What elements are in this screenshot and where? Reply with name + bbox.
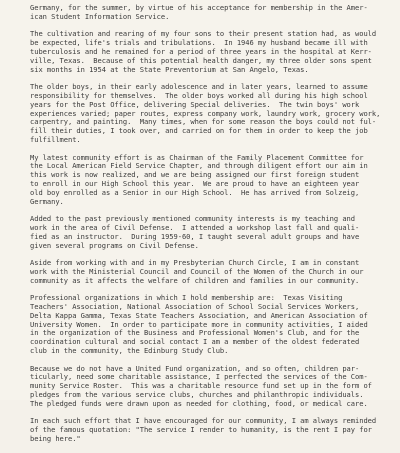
- text-line: Professional organizations in which I hold membership are: Texas Visiting: [30, 293, 343, 303]
- paragraph: [30, 4, 375, 22]
- text-line: fied as an instructor. During 1959-60, I taught several adult groups and have: [30, 231, 360, 241]
- text-line: Added to the past previously mentioned community interests is my teaching and: [30, 214, 356, 224]
- text-line: to enroll in our High School this year. We are proud to have an eighteen year: [30, 178, 360, 188]
- text-line: The older boys, in their early adolescence and in later years, learned to assume: [30, 82, 368, 92]
- text-line: munity Service Roster. This was a charitable resource fund set up in the form of: [30, 381, 372, 391]
- paragraph: [30, 417, 375, 443]
- text-line: this work is now realized, and we are being assigned our first foreign student: [30, 170, 360, 180]
- document-body: [30, 3, 381, 453]
- text-line: Delta Kappa Gamma, Texas State Teachers Association, and American Association of: [30, 310, 368, 320]
- text-line: being here.": [30, 434, 81, 444]
- text-line: coordination cultural and social contact I am a member of the oldest federated: [30, 337, 360, 347]
- paragraph: [30, 365, 375, 409]
- text-line: club in the community, the Edinburg Study Club.: [30, 346, 229, 356]
- text-line: fill their duties, I took over, and carried on for them in order to keep the job: [30, 126, 368, 136]
- paragraph: [30, 154, 375, 207]
- text-line: ticularly, need some charitable assistance, I perfected the services of the Com-: [30, 372, 368, 382]
- text-line: My latest community effort is as Chairman of the Family Placement Committee for: [30, 152, 364, 162]
- text-line: be expected, life's trials and tribulations. In 1946 my husband became ill with: [30, 38, 368, 48]
- text-line: The pledged funds were drawn upon as needed for clothing, food, or medical care.: [30, 398, 368, 408]
- text-line: work in the area of Civil Defense. I attended a workshop last fall and quali-: [30, 222, 360, 232]
- text-line: fulfillment.: [30, 134, 81, 144]
- paragraph: [30, 82, 381, 145]
- paragraph: [30, 30, 375, 74]
- text-line: University Women. In order to participate more in community activities, I aided: [30, 319, 368, 329]
- text-line: Teachers' Association, National Association of School Social Services Workers,: [30, 302, 360, 312]
- text-line: given several programs on Civil Defense.: [30, 240, 199, 250]
- text-line: in the organization of the Business and Professional Women's Club, and for the: [30, 328, 360, 338]
- text-line: six months in 1954 at the State Preventorium at San Angelo, Texas.: [30, 64, 309, 74]
- paragraph: [30, 294, 375, 356]
- text-line: Because we do not have a United Fund organization, and so often, children par-: [30, 363, 360, 373]
- text-line: responsibility for themselves. The older boys worked all during his high school: [30, 90, 368, 100]
- text-line: The cultivation and rearing of my four sons to their present station had, as would: [30, 29, 377, 39]
- text-line: pledges from the various service clubs, churches and philanthropic individuals.: [30, 390, 364, 400]
- paragraph: [30, 215, 375, 250]
- paragraph: [30, 259, 375, 285]
- text-line: of the famous quotation: "The service I render to humanity, is the rent I pay for: [30, 425, 372, 435]
- text-line: Germany.: [30, 196, 64, 206]
- text-line: tuberculosis and he remained for a period of three years in the hospital at Kerr-: [30, 46, 372, 56]
- text-line: years for the Post Office, delivering Special deliveries. The twin boys' work: [30, 99, 360, 109]
- text-line: the Local American Field Service Chapter, and through diligent effort our aim in: [30, 161, 368, 171]
- text-line: experiences varied; paper routes, express company work, laundry work, grocery work,: [30, 108, 381, 118]
- text-line: old boy enrolled as a Senior in our High School. He has arrived from Solzeig,: [30, 187, 360, 197]
- text-line: ican Student Information Service.: [30, 11, 170, 21]
- text-line: In each such effort that I have encouraged for our community, I am always reminded: [30, 416, 377, 426]
- text-line: carpentry, and painting. Many times, when for some reason the boys could not ful-: [30, 117, 377, 127]
- text-line: Aside from working with and in my Presbyterian Church Circle, I am in constant: [30, 258, 360, 268]
- text-line: Germany, for the summer, by virtue of his acceptance for membership in the Amer-: [30, 3, 368, 12]
- text-line: community as it affects the welfare of children and families in our community.: [30, 275, 360, 285]
- text-line: work with the Ministerial Council and Council of the Women of the Church in our: [30, 266, 364, 276]
- text-line: ville, Texas. Because of this potential health danger, my three older sons spent: [30, 55, 372, 65]
